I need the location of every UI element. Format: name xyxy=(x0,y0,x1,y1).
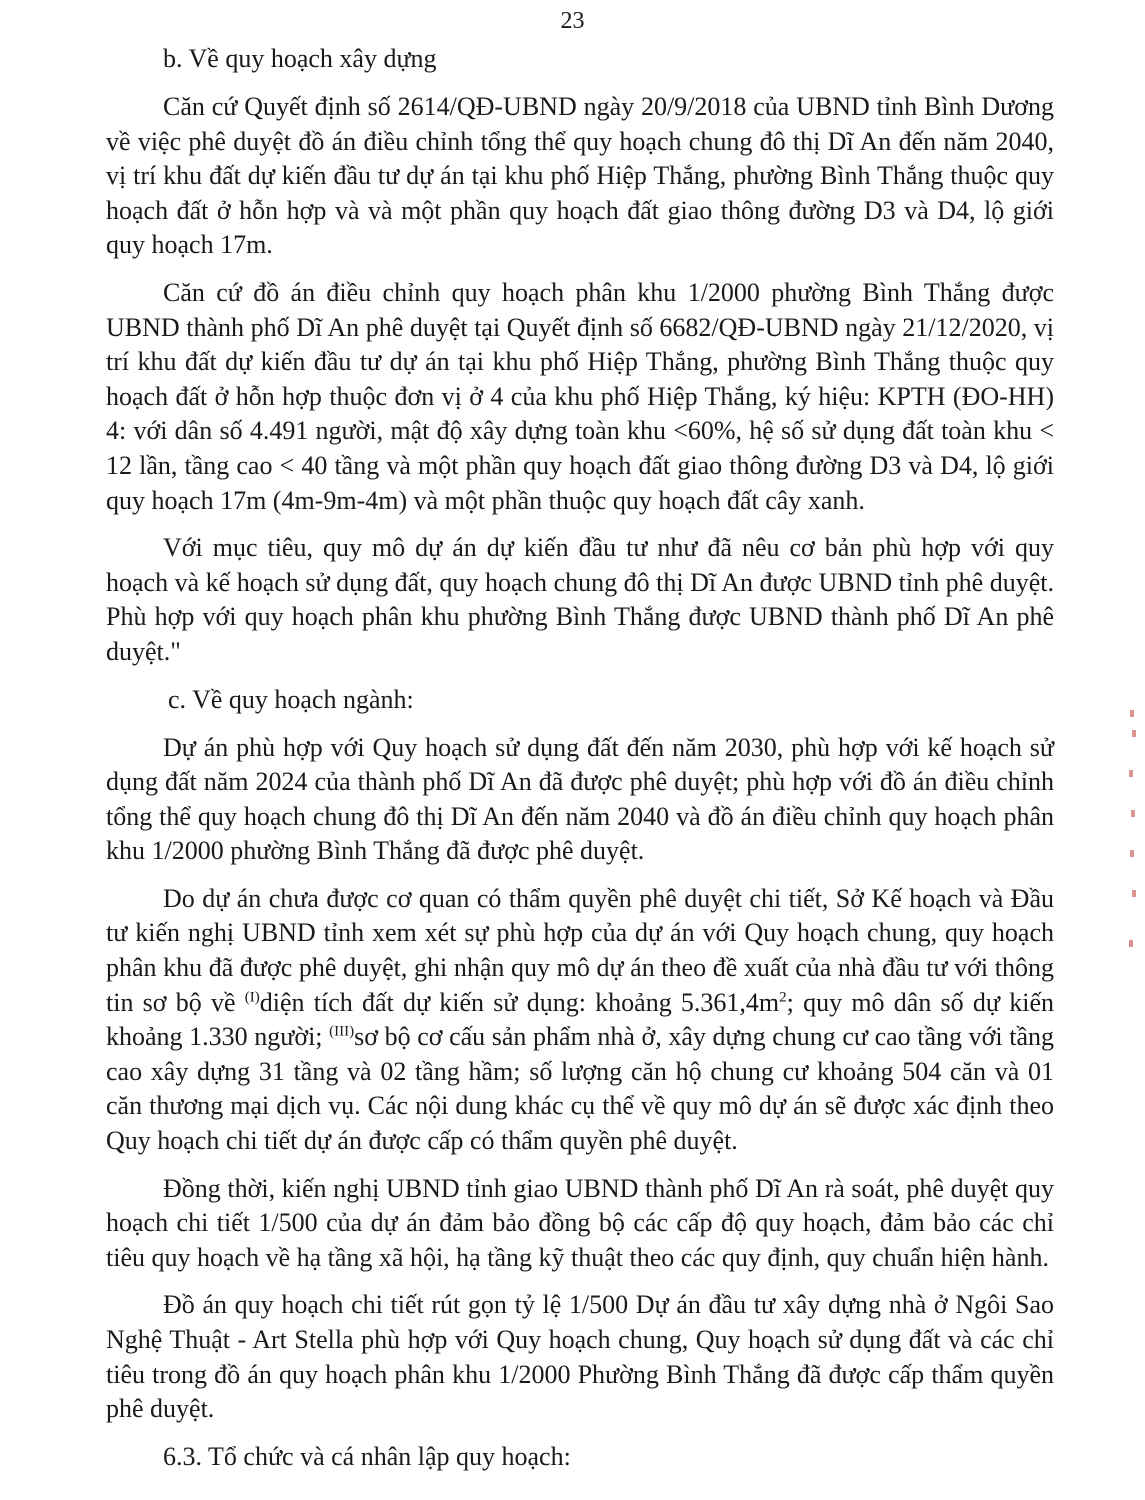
paragraph-decision-2614: Căn cứ Quyết định số 2614/QĐ-UBND ngày 20/9/2018 của UBND tỉnh Bình Dương về việc phê duyệt đồ án điều chỉnh tổng thể quy hoạch chung đô thị Dĩ An đến năm 2040, vị trí khu đất dự kiến đầu tư dự án tại khu phố Hiệp Thắng, phường Bình Thắng thuộc quy hoạch đất ở hỗn hợp và và một phần quy hoạch đất giao thông đường D3 và D4, lộ giới quy hoạch 17m. xyxy=(106,92,1054,260)
page-number: 23 xyxy=(560,8,585,34)
paragraph-detailed-plan-conformity: Đồ án quy hoạch chi tiết rút gọn tỷ lệ 1/500 Dự án đầu tư xây dựng nhà ở Ngôi Sao Nghệ Thuật - Art Stella phù hợp với Quy hoạch chung, Quy hoạch sử dụng đất và các chỉ tiêu trong đồ án quy hoạch phân khu 1/2000 Phường Bình Thắng đã được cấp thẩm quyền phê duyệt. xyxy=(106,1290,1054,1424)
document-body xyxy=(106,42,1054,1488)
margin-stamp-marks xyxy=(1127,700,1139,1000)
paragraph-conformity-summary: Với mục tiêu, quy mô dự án dự kiến đầu tư như đã nêu cơ bản phù hợp với quy hoạch và kế hoạch sử dụng đất, quy hoạch chung đô thị Dĩ An được UBND tỉnh phê duyệt. Phù hợp với quy hoạch phân khu phường Bình Thắng được UBND thành phố Dĩ An phê duyệt." xyxy=(106,533,1054,666)
project-scale-text-4: sơ bộ cơ cấu sản phẩm nhà ở, xây dựng chung cư cao tầng với tầng cao xây dựng 31 tầng và 02 tầng hầm; số lượng căn hộ chung cư khoảng 504 căn và 01 căn thương mại dịch vụ. Các nội dung khác cụ thể về quy mô dự án sẽ được xác định theo Quy hoạch chi tiết dự án được cấp có thẩm quyền phê duyệt. xyxy=(106,1022,1054,1156)
paragraph-project-scale xyxy=(106,882,1054,1159)
paragraph-sector-planning: Dự án phù hợp với Quy hoạch sử dụng đất đến năm 2030, phù hợp với kế hoạch sử dụng đất năm 2024 của thành phố Dĩ An đã được phê duyệt; phù hợp với đồ án điều chỉnh tổng thể quy hoạch chung đô thị Dĩ An đến năm 2040 và đồ án điều chỉnh quy hoạch phân khu 1/2000 phường Bình Thắng đã được phê duyệt. xyxy=(106,732,1054,866)
project-scale-text-3: ; quy mô dân số dự kiến khoảng 1.330 người; xyxy=(106,987,1054,1052)
project-scale-text-1: Do dự án chưa được cơ quan có thẩm quyền phê duyệt chi tiết, Sở Kế hoạch và Đầu tư kiến nghị UBND tỉnh xem xét sự phù hợp của dự án với Quy hoạch chung, quy hoạch phân khu đã được phê duyệt, ghi nhận quy mô dự án theo đề xuất của nhà đầu tư với thông tin sơ bộ về xyxy=(106,883,1054,1017)
project-scale-text-2: diện tích đất dự kiến sử dụng: khoảng 5.361,4m xyxy=(259,987,780,1017)
section-b-heading: b. Về quy hoạch xây dựng xyxy=(163,44,437,73)
paragraph-recommendation: Đồng thời, kiến nghị UBND tỉnh giao UBND thành phố Dĩ An rà soát, phê duyệt quy hoạch chi tiết 1/500 của dự án đảm bảo đồng bộ các cấp độ quy hoạch, đảm bảo các chỉ tiêu quy hoạch về hạ tầng xã hội, hạ tầng kỹ thuật theo các quy định, quy chuẩn hiện hành. xyxy=(106,1173,1054,1272)
section-6-3-heading: 6.3. Tổ chức và cá nhân lập quy hoạch: xyxy=(163,1441,571,1471)
superscript-squared: 2 xyxy=(779,989,787,1005)
footnote-marker-iii: (III) xyxy=(329,1023,355,1040)
paragraph-decision-6682: Căn cứ đồ án điều chỉnh quy hoạch phân khu 1/2000 phường Bình Thắng được UBND thành phố Dĩ An phê duyệt tại Quyết định số 6682/QĐ-UBND ngày 21/12/2020, vị trí khu đất dự kiến đầu tư dự án tại khu phố Hiệp Thắng, phường Bình Thắng thuộc quy hoạch đất ở hỗn hợp thuộc đơn vị ở 4 của khu phố Hiệp Thắng, ký hiệu: KPTH (ĐO-HH) 4: với dân số 4.491 người, mật độ xây dựng toàn khu <60%, hệ số sử dụng đất toàn khu < 12 lần, tầng cao < 40 tầng và một phần quy hoạch đất giao thông đường D3 và D4, lộ giới quy hoạch 17m (4m-9m-4m) và một phần thuộc quy hoạch đất cây xanh. xyxy=(106,277,1054,515)
section-c-heading: c. Về quy hoạch ngành: xyxy=(168,684,414,714)
footnote-marker-i: (I) xyxy=(244,989,260,1005)
